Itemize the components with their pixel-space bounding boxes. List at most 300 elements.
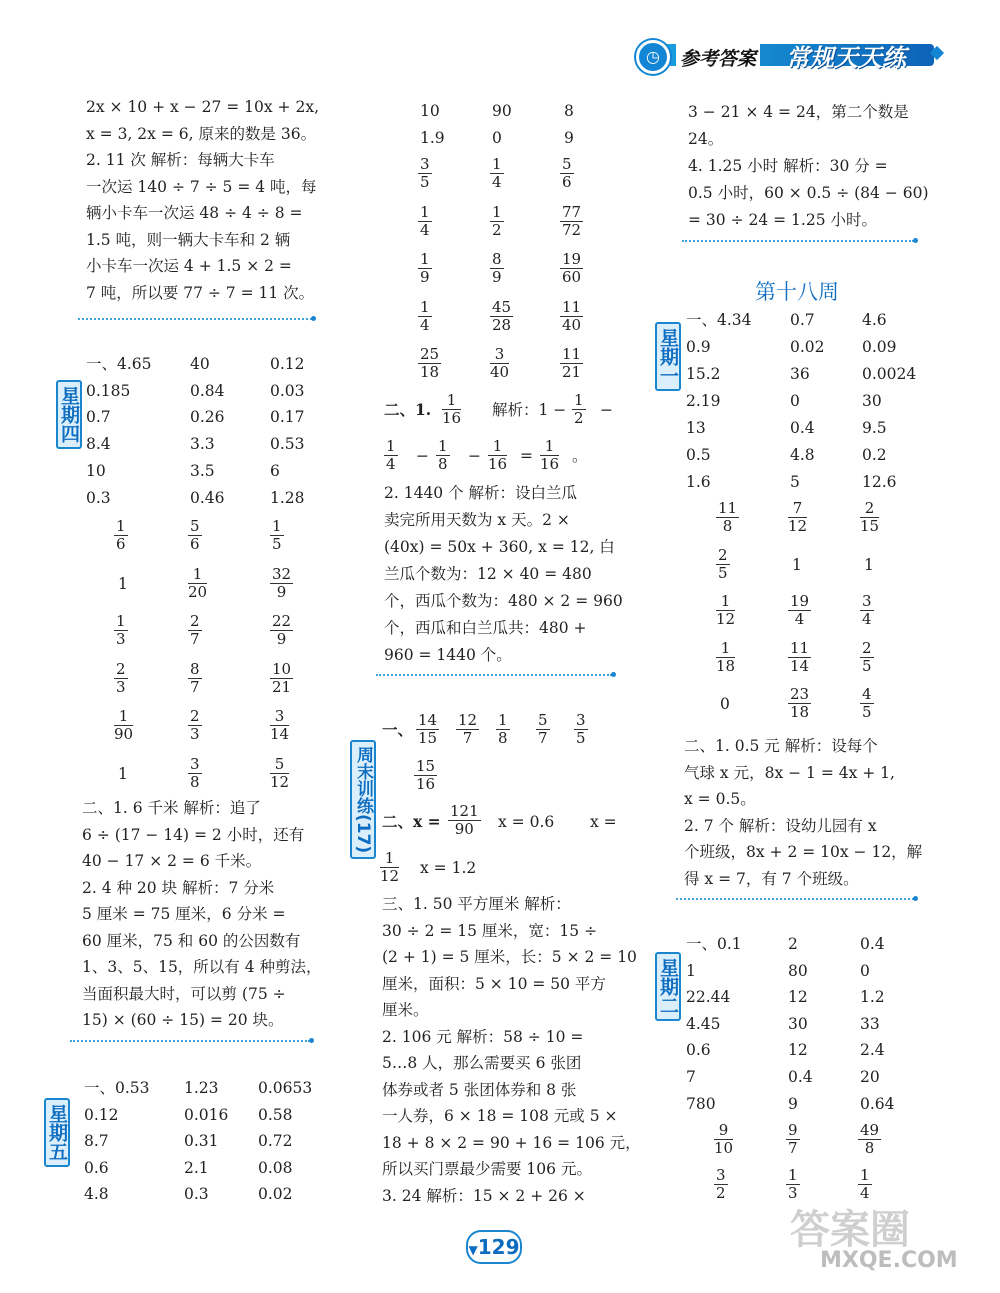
denominator: 4 — [386, 455, 396, 473]
numerator: 11 — [562, 297, 582, 316]
fraction — [716, 500, 739, 535]
fraction — [188, 613, 202, 648]
solution-line: 40 − 17 × 2 = 6 千米。 — [82, 852, 262, 870]
answer-value: 0.9 — [686, 338, 711, 356]
numerator: 12 — [458, 711, 478, 729]
answer-value: 0 — [860, 961, 870, 980]
page-number — [466, 1230, 522, 1264]
answer-value: 8.4 — [86, 435, 111, 454]
numerator: 11 — [718, 499, 738, 517]
denominator: 4 — [860, 1183, 870, 1202]
fraction — [384, 438, 398, 473]
answer-value: 13 — [686, 419, 706, 437]
fraction — [188, 708, 202, 743]
numerator: 1 — [188, 566, 207, 584]
fraction — [716, 593, 735, 628]
denominator: 9 — [420, 268, 430, 286]
solution-line: 2. 7 个 解析：设幼儿园有 x — [684, 816, 877, 835]
denominator: 18 — [716, 656, 736, 675]
answer-value: 0.7 — [790, 311, 815, 329]
answer-value: 1.23 — [184, 1079, 219, 1097]
answer-value: 一、0.53 — [84, 1079, 150, 1097]
header-series-title: 常规天天练 — [786, 44, 906, 72]
answer-value: 0.4 — [788, 1068, 813, 1086]
numerator: 9 — [714, 1122, 733, 1140]
fraction — [786, 1167, 800, 1202]
solution-line: 2x × 10 + x − 27 = 10x + 2x, — [86, 98, 319, 116]
answer-value: 2.1 — [184, 1158, 209, 1177]
answer-value: 2 — [788, 935, 798, 953]
denominator: 15 — [860, 517, 880, 535]
answer-value: 0.58 — [258, 1105, 293, 1124]
answer-value: 0.0653 — [258, 1079, 313, 1097]
answer-value: 0.64 — [860, 1094, 895, 1113]
fraction — [490, 346, 509, 381]
solution-line: 辆小卡车一次运 48 ÷ 4 ÷ 8 = — [86, 204, 303, 222]
answer-value: 0.3 — [86, 488, 111, 507]
solution-line: (2 + 1) = 5 厘米，长：5 × 2 = 10 — [382, 948, 637, 966]
solution-line: 气球 x 元，8x − 1 = 4x + 1, — [684, 763, 895, 782]
solution-line: 2. 106 元 解析：58 ÷ 10 = — [382, 1027, 584, 1046]
answer-value: 0.08 — [258, 1158, 293, 1177]
tab-tuesday: 星期二 — [655, 952, 681, 1021]
fraction — [490, 156, 504, 191]
numerator: 23 — [790, 685, 810, 703]
fraction — [858, 1122, 881, 1157]
denominator: 2 — [574, 409, 584, 427]
denominator: 12 — [716, 610, 736, 628]
answer-value: 0.26 — [190, 408, 225, 427]
answer-value: 80 — [788, 961, 808, 980]
solution-line: 0.5 小时，60 × 0.5 ÷ (84 − 60) — [688, 184, 929, 202]
fraction — [788, 593, 811, 628]
fraction — [560, 251, 583, 286]
operator: 。 — [572, 447, 588, 465]
fraction — [270, 756, 289, 791]
fraction — [114, 708, 133, 743]
denominator: 12 — [270, 772, 290, 791]
denominator: 8 — [498, 729, 508, 747]
denominator: 21 — [562, 363, 582, 381]
numerator: 2 — [190, 707, 200, 725]
answer-value: 0.016 — [184, 1105, 229, 1124]
solution-line: 小卡车一次运 4 + 1.5 × 2 = — [86, 257, 292, 275]
divider — [676, 898, 914, 900]
numerator: 22 — [272, 612, 292, 630]
solution-line: 厘米，面积：5 × 10 = 50 平方 — [382, 974, 606, 993]
header-answer-label: 参考答案 — [676, 44, 760, 71]
denominator: 5 — [576, 729, 586, 747]
numerator: 3 — [190, 754, 200, 773]
fraction — [714, 1122, 733, 1157]
fraction — [490, 299, 513, 334]
numerator: 1 — [420, 297, 430, 316]
answer-value: 2.4 — [860, 1041, 885, 1060]
answer-value: 0.84 — [190, 381, 225, 400]
fraction — [416, 712, 439, 747]
tab-thursday: 星期四 — [56, 380, 82, 449]
solution-line: 个，西瓜和白兰瓜共：480 + — [384, 619, 587, 637]
numerator: 1 — [488, 438, 507, 456]
answer-value: 1.2 — [860, 988, 885, 1007]
solution-text: x = 0.6 — [498, 813, 555, 831]
solution-text: 解析：1 − — [492, 401, 567, 419]
denominator: 14 — [790, 656, 810, 675]
fraction — [560, 299, 583, 334]
answer-value: 一、4.65 — [86, 355, 152, 373]
fraction — [270, 708, 289, 743]
numerator: 11 — [562, 345, 582, 363]
answer-value: 40 — [190, 355, 210, 373]
numerator: 5 — [562, 155, 572, 173]
numerator: 1 — [442, 392, 461, 410]
numerator: 1 — [272, 517, 282, 535]
answer-value: 0.12 — [270, 355, 305, 373]
numerator: 2 — [190, 612, 200, 630]
denominator: 4 — [492, 173, 502, 191]
denominator: 9 — [276, 582, 287, 601]
solution-line: 1.5 吨，则一辆大卡车和 2 辆 — [86, 230, 291, 249]
numerator: 5 — [190, 517, 200, 535]
answer-value: 90 — [492, 102, 512, 120]
denominator: 8 — [864, 1139, 875, 1157]
operator: = — [520, 447, 533, 465]
question-label: 二、x = — [382, 812, 441, 831]
answer-value: 0.185 — [86, 381, 131, 400]
answer-value: 12 — [788, 988, 808, 1007]
solution-line: 二、1. 6 千米 解析：追了 — [82, 799, 261, 817]
numerator: 8 — [190, 659, 200, 678]
denominator: 5 — [718, 563, 728, 582]
answer-value: 9.5 — [862, 419, 887, 437]
answer-value: 4.8 — [84, 1185, 109, 1204]
tab-friday: 星期五 — [44, 1098, 70, 1167]
answer-value: 0.5 — [686, 446, 711, 464]
denominator: 7 — [538, 729, 548, 747]
numerator: 1 — [420, 202, 430, 221]
denominator: 5 — [420, 173, 430, 191]
answer-value: 0.4 — [860, 935, 885, 953]
numerator: 2 — [860, 500, 879, 518]
solution-line: 24。 — [688, 130, 724, 148]
numerator: 1 — [386, 437, 396, 455]
solution-line: 3 − 21 × 4 = 24，第二个数是 — [688, 103, 909, 121]
fraction — [442, 392, 461, 427]
answer-value: 10 — [420, 102, 440, 120]
answer-value: 一、4.34 — [686, 311, 752, 329]
fraction — [188, 518, 202, 553]
numerator: 19 — [562, 250, 582, 268]
fraction — [574, 712, 588, 747]
numerator: 14 — [418, 711, 438, 729]
denominator: 9 — [492, 268, 502, 286]
fraction — [536, 712, 550, 747]
fraction — [860, 500, 879, 535]
answer-value: 2.19 — [686, 392, 721, 410]
fraction — [414, 758, 437, 793]
solution-line: 30 ÷ 2 = 15 厘米，宽：15 ÷ — [382, 921, 598, 940]
answer-value: 0 — [790, 392, 800, 410]
denominator: 15 — [418, 729, 438, 747]
numerator: 1 — [498, 711, 508, 729]
header-banner — [636, 36, 946, 72]
denominator: 12 — [380, 867, 400, 885]
watermark-url: MXQE.COM — [820, 1248, 958, 1273]
numerator: 5 — [538, 711, 548, 729]
numerator: 3 — [576, 711, 586, 729]
answer-value: 0.09 — [862, 338, 897, 356]
watermark-logo: 答案圈 — [790, 1207, 910, 1253]
fraction — [270, 518, 284, 553]
solution-text: x = 1.2 — [420, 859, 477, 877]
fraction — [270, 566, 293, 601]
fraction — [270, 613, 293, 648]
numerator: 7 — [788, 500, 807, 518]
denominator: 4 — [420, 315, 430, 334]
value: 1 — [864, 555, 874, 574]
denominator: 60 — [562, 268, 582, 286]
divider — [376, 674, 612, 676]
solution-line: 一人券，6 × 18 = 108 元或 5 × — [382, 1107, 618, 1125]
denominator: 16 — [540, 455, 560, 473]
solution-line: = 30 ÷ 24 = 1.25 小时。 — [688, 211, 877, 229]
numerator: 45 — [492, 297, 512, 316]
numerator: 1 — [116, 517, 126, 535]
numerator: 32 — [272, 564, 292, 583]
denominator: 90 — [114, 725, 134, 743]
denominator: 5 — [862, 703, 872, 721]
numerator: 5 — [270, 756, 289, 774]
answer-value: 12 — [788, 1041, 808, 1060]
denominator: 3 — [116, 630, 126, 648]
numerator: 2 — [116, 659, 126, 678]
denominator: 72 — [562, 220, 582, 239]
fraction — [418, 251, 432, 286]
fraction — [418, 299, 432, 334]
denominator: 14 — [270, 725, 290, 743]
solution-line: 7 吨，所以要 77 ÷ 7 = 11 次。 — [86, 283, 315, 302]
value: 0 — [720, 695, 730, 713]
answer-value: 1.9 — [420, 129, 445, 147]
numerator: 2 — [862, 638, 872, 657]
numerator: 3 — [490, 346, 509, 364]
solution-line: 18 + 8 × 2 = 90 + 16 = 106 元， — [382, 1133, 641, 1152]
solution-line: 一次运 140 ÷ 7 ÷ 5 = 4 吨，每 — [86, 177, 317, 196]
answer-value: 0.12 — [84, 1105, 119, 1124]
answer-value: 8 — [564, 102, 574, 120]
solution-line: 二、1. 0.5 元 解析：设每个 — [684, 737, 878, 755]
answer-value: 0.0024 — [862, 365, 917, 383]
numerator: 25 — [420, 345, 440, 363]
question-label: 一、 — [382, 720, 414, 739]
denominator: 16 — [442, 409, 462, 427]
denominator: 4 — [420, 220, 430, 239]
answer-value: 0.4 — [790, 419, 815, 437]
chevron-down-icon: ▼ — [468, 1243, 478, 1257]
fraction — [488, 438, 507, 473]
denominator: 3 — [190, 725, 200, 743]
answer-value: 0.02 — [258, 1185, 293, 1204]
divider — [78, 318, 312, 320]
solution-line: 6 ÷ (17 − 14) = 2 小时，还有 — [82, 825, 305, 844]
tab-weekend: 周末训练(17) — [350, 740, 376, 859]
solution-line: 4. 1.25 小时 解析：30 分 = — [688, 157, 888, 175]
solution-line: 体券或者 5 张团体券和 8 张 — [382, 1080, 577, 1099]
numerator: 77 — [562, 202, 582, 221]
fraction — [560, 204, 583, 239]
denominator: 6 — [562, 173, 572, 191]
solution-line: 60 厘米，75 和 60 的公因数有 — [82, 931, 301, 950]
denominator: 9 — [276, 630, 287, 648]
answer-value: 4.8 — [790, 446, 815, 464]
operator: − — [600, 401, 613, 419]
numerator: 10 — [272, 659, 292, 678]
solution-line: 所以买门票最少需要 106 元。 — [382, 1160, 592, 1178]
answer-value: 7 — [686, 1068, 696, 1086]
answer-value: 0.31 — [184, 1132, 219, 1151]
numerator: 1 — [492, 202, 502, 221]
numerator: 1 — [420, 250, 430, 268]
numerator: 1 — [860, 1165, 870, 1184]
denominator: 8 — [722, 517, 733, 535]
solution-line: 当面积最大时，可以剪 (75 ÷ — [82, 984, 286, 1003]
numerator: 1 — [788, 1165, 798, 1184]
operator: − — [416, 447, 429, 465]
denominator: 40 — [562, 315, 582, 334]
fraction — [860, 686, 874, 721]
numerator: 3 — [420, 155, 430, 173]
answer-value: 1.6 — [686, 473, 711, 491]
answer-value: 3.5 — [190, 461, 215, 480]
fraction — [540, 438, 559, 473]
numerator: 1 — [492, 155, 502, 173]
answer-value: 4.45 — [686, 1014, 721, 1033]
denominator: 4 — [862, 610, 872, 628]
solution-line: 厘米。 — [382, 1001, 429, 1019]
fraction — [716, 640, 735, 675]
fraction — [188, 661, 202, 696]
denominator: 2 — [716, 1183, 726, 1202]
answer-value: 6 — [270, 461, 280, 480]
solution-line: 1、3、5、15，所以有 4 种剪法， — [82, 958, 322, 976]
answer-value: 0.02 — [790, 338, 825, 356]
solution-line: 15) × (60 ÷ 15) = 20 块。 — [82, 1011, 284, 1029]
clock-icon: ◷ — [636, 40, 670, 74]
answer-value: 4.6 — [862, 311, 887, 329]
answer-value: 9 — [788, 1094, 798, 1113]
numerator: 1 — [574, 391, 584, 409]
value: 1 — [118, 764, 128, 783]
fraction — [716, 547, 730, 582]
denominator: 21 — [272, 677, 292, 696]
fraction — [418, 156, 432, 191]
fraction — [560, 346, 583, 381]
numerator: 121 — [450, 802, 479, 820]
numerator: 1 — [438, 437, 448, 455]
answer-value: 9 — [564, 129, 574, 147]
fraction — [436, 438, 450, 473]
numerator: 1 — [540, 438, 559, 456]
solution-line: 5 厘米 = 75 厘米，6 分米 = — [82, 905, 286, 923]
week-title: 第十八周 — [755, 280, 839, 304]
answer-value: 780 — [686, 1094, 716, 1113]
denominator: 3 — [788, 1183, 798, 1202]
denominator: 8 — [190, 772, 200, 791]
value: 1 — [792, 555, 802, 574]
fraction — [114, 518, 128, 553]
denominator: 7 — [190, 677, 200, 696]
fraction — [560, 156, 574, 191]
numerator: 19 — [790, 592, 810, 610]
denominator: 28 — [492, 315, 512, 334]
fraction — [418, 346, 441, 381]
numerator: 3 — [716, 1165, 726, 1184]
answer-value: 0.46 — [190, 488, 225, 507]
denominator: 8 — [438, 455, 448, 473]
solution-line: 2. 11 次 解析：每辆大卡车 — [86, 151, 275, 169]
denominator: 16 — [416, 775, 436, 793]
solution-line: x = 3, 2x = 6, 原来的数是 36。 — [86, 124, 317, 143]
numerator: 1 — [716, 640, 735, 658]
operator: − — [468, 447, 481, 465]
denominator: 5 — [862, 656, 872, 675]
answer-value: 22.44 — [686, 988, 731, 1007]
solution-line: 3. 24 解析：15 × 2 + 26 × — [382, 1186, 586, 1205]
answer-value: 0 — [492, 129, 502, 147]
fraction — [114, 613, 128, 648]
divider — [70, 1040, 310, 1042]
numerator: 1 — [116, 612, 126, 630]
answer-value: 15.2 — [686, 365, 721, 383]
answer-value: 3.3 — [190, 435, 215, 454]
answer-value: 0.72 — [258, 1132, 293, 1151]
tab-monday: 星期一 — [655, 322, 681, 391]
answer-value: 0.17 — [270, 408, 305, 427]
answer-value: 0.03 — [270, 381, 305, 400]
numerator: 4 — [862, 685, 872, 703]
denominator: 90 — [454, 820, 474, 838]
denominator: 6 — [190, 535, 200, 553]
question-label: 二、1. — [384, 400, 432, 419]
solution-line: 2. 1440 个 解析：设白兰瓜 — [384, 484, 578, 502]
answer-value: 36 — [790, 365, 810, 383]
answer-value: 20 — [860, 1068, 880, 1086]
solution-line: 卖完所用天数为 x 天。2 × — [384, 511, 570, 529]
denominator: 16 — [488, 455, 508, 473]
fraction — [188, 756, 202, 791]
value: 1 — [118, 574, 128, 593]
answer-value: 0.6 — [84, 1158, 109, 1177]
numerator: 11 — [790, 638, 810, 657]
solution-line: 5…8 人，那么需要买 6 张团 — [382, 1054, 582, 1072]
fraction — [788, 640, 811, 675]
solution-line: 2. 4 种 20 块 解析：7 分米 — [82, 878, 275, 897]
fraction — [448, 803, 481, 838]
answer-value: 10 — [86, 461, 106, 480]
denominator: 10 — [714, 1139, 734, 1157]
answer-value: 30 — [862, 392, 882, 410]
solution-line: 个班级，8x + 2 = 10x − 12，解 — [684, 843, 923, 861]
answer-value: 5 — [790, 473, 800, 491]
denominator: 18 — [420, 363, 440, 381]
fraction — [786, 1122, 800, 1157]
numerator: 8 — [492, 250, 502, 268]
numerator: 2 — [718, 545, 728, 564]
denominator: 5 — [272, 535, 282, 553]
answer-value: 8.7 — [84, 1132, 109, 1151]
answer-value: 33 — [860, 1014, 880, 1033]
numerator: 1 — [380, 850, 399, 868]
